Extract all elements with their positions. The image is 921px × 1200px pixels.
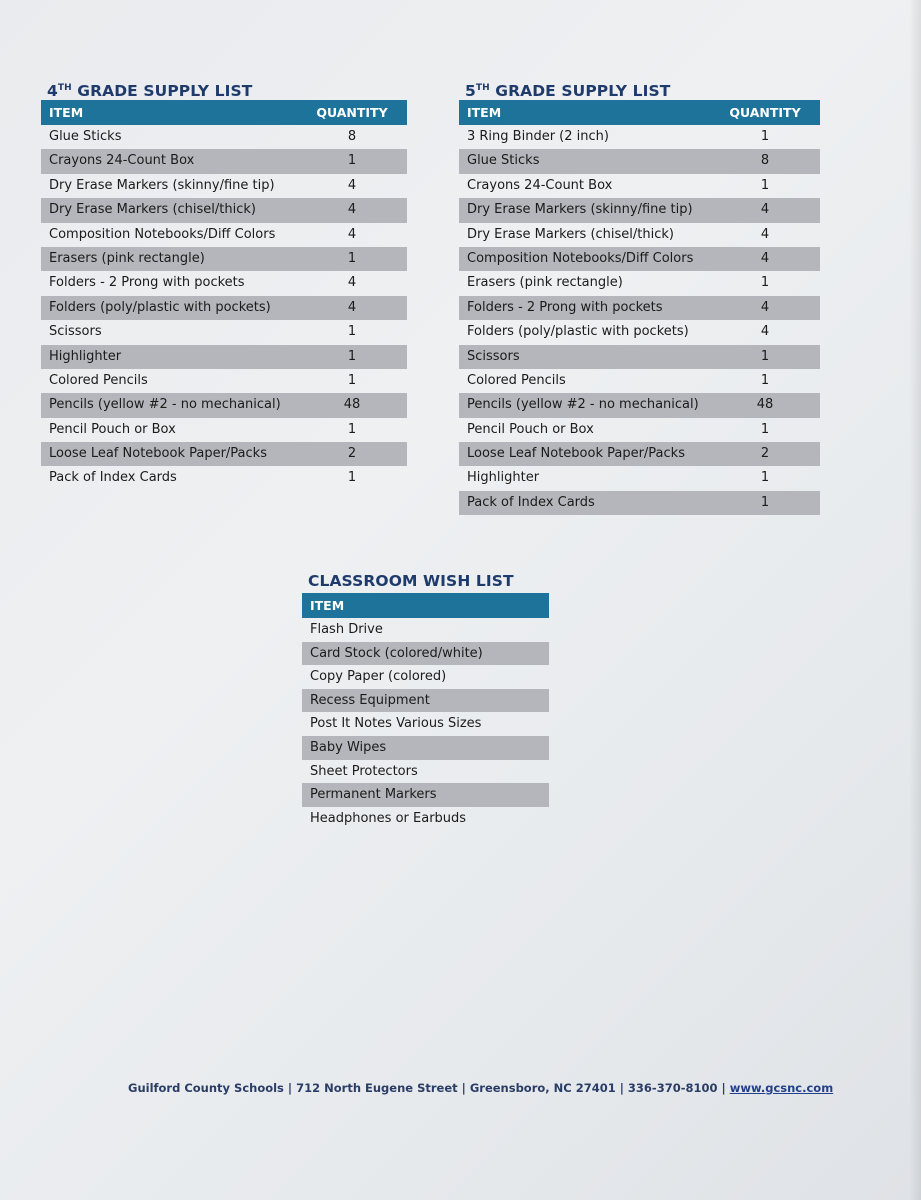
row-item-name: Pack of Index Cards — [467, 494, 595, 510]
table-row — [41, 393, 407, 417]
row-quantity: 1 — [760, 177, 770, 193]
grade4-table-body — [41, 125, 407, 491]
table-row — [459, 125, 820, 149]
table-row — [459, 296, 820, 320]
row-item-name: Loose Leaf Notebook Paper/Packs — [49, 446, 267, 462]
table-row — [459, 393, 820, 417]
table-row — [459, 466, 820, 490]
table-row — [302, 760, 549, 784]
row-item-name: Erasers (pink rectangle) — [49, 250, 205, 266]
row-item-name: Headphones or Earbuds — [310, 810, 467, 826]
grade5-header-item: ITEM — [467, 105, 502, 120]
row-quantity: 1 — [347, 421, 357, 437]
classroom-wish-list — [302, 570, 549, 830]
table-row — [302, 689, 549, 713]
table-row — [459, 320, 820, 344]
table-row — [41, 247, 407, 271]
grade5-title: 5TH GRADE SUPPLY LIST — [465, 82, 671, 100]
table-row — [41, 125, 407, 149]
footer-address: Guilford County Schools | 712 North Eugene Street | Greensboro, NC 27401 | 336-370-8100 | — [128, 1081, 730, 1095]
row-quantity: 4 — [760, 202, 770, 218]
row-item-name: Colored Pencils — [467, 372, 566, 388]
grade5-table-header — [459, 100, 820, 125]
row-item-name: Scissors — [467, 348, 520, 364]
row-quantity: 4 — [347, 202, 357, 218]
row-item-name: Dry Erase Markers (skinny/fine tip) — [49, 177, 275, 193]
table-row — [41, 198, 407, 222]
grade5-supply-list — [459, 77, 820, 515]
table-row — [41, 174, 407, 198]
wishlist-title: CLASSROOM WISH LIST — [308, 572, 514, 590]
row-item-name: Folders - 2 Prong with pockets — [467, 299, 663, 315]
row-quantity: 1 — [760, 348, 770, 364]
table-row — [302, 618, 549, 642]
row-quantity: 48 — [343, 397, 361, 413]
row-item-name: Baby Wipes — [310, 739, 387, 755]
row-item-name: Folders (poly/plastic with pockets) — [49, 299, 271, 315]
table-row — [459, 491, 820, 515]
row-item-name: Dry Erase Markers (chisel/thick) — [49, 202, 256, 218]
table-row — [41, 369, 407, 393]
table-row — [302, 665, 549, 689]
grade5-table-body — [459, 125, 820, 515]
row-item-name: Pencil Pouch or Box — [49, 421, 176, 437]
row-item-name: Pencil Pouch or Box — [467, 421, 594, 437]
row-quantity: 4 — [760, 299, 770, 315]
row-item-name: Highlighter — [49, 348, 122, 364]
row-quantity: 1 — [760, 129, 770, 144]
page-edge-shadow — [909, 0, 921, 1200]
row-quantity: 4 — [347, 226, 357, 242]
row-item-name: Crayons 24-Count Box — [467, 177, 613, 193]
row-quantity: 8 — [347, 129, 357, 144]
row-item-name: Scissors — [49, 324, 102, 340]
row-quantity: 4 — [760, 226, 770, 242]
table-row — [459, 198, 820, 222]
row-quantity: 1 — [347, 348, 357, 364]
row-quantity: 4 — [347, 275, 357, 291]
footer-contact — [128, 1081, 833, 1095]
row-quantity: 1 — [347, 153, 357, 169]
table-row — [459, 345, 820, 369]
row-quantity: 2 — [347, 446, 357, 462]
row-quantity: 1 — [347, 372, 357, 388]
row-item-name: Sheet Protectors — [310, 763, 418, 779]
table-row — [41, 271, 407, 295]
row-item-name: Pencils (yellow #2 - no mechanical) — [467, 397, 699, 413]
row-quantity: 1 — [760, 372, 770, 388]
row-quantity: 2 — [760, 446, 770, 462]
row-quantity: 1 — [760, 470, 770, 486]
website-link[interactable]: www.gcsnc.com — [729, 1081, 834, 1095]
row-item-name: Permanent Markers — [310, 787, 437, 803]
row-item-name: Copy Paper (colored) — [310, 669, 447, 685]
row-item-name: Post It Notes Various Sizes — [310, 716, 482, 732]
grade4-title: 4TH GRADE SUPPLY LIST — [47, 82, 253, 100]
row-item-name: Loose Leaf Notebook Paper/Packs — [467, 446, 685, 462]
table-row — [41, 345, 407, 369]
table-row — [302, 642, 549, 666]
table-row — [459, 369, 820, 393]
table-row — [459, 174, 820, 198]
grade5-header-quantity: QUANTITY — [729, 105, 801, 120]
table-row — [302, 783, 549, 807]
table-row — [459, 149, 820, 173]
row-quantity: 1 — [760, 275, 770, 291]
row-item-name: Folders (poly/plastic with pockets) — [467, 324, 689, 340]
row-item-name: Recess Equipment — [310, 692, 430, 708]
row-item-name: Composition Notebooks/Diff Colors — [467, 250, 694, 266]
row-quantity: 1 — [760, 421, 770, 437]
row-item-name: Composition Notebooks/Diff Colors — [49, 226, 276, 242]
table-row — [41, 320, 407, 344]
row-quantity: 4 — [760, 324, 770, 340]
row-item-name: Crayons 24-Count Box — [49, 153, 195, 169]
table-row — [459, 271, 820, 295]
row-item-name: Highlighter — [467, 470, 540, 486]
table-row — [41, 149, 407, 173]
row-quantity: 1 — [347, 250, 357, 266]
grade4-header-item: ITEM — [49, 105, 84, 120]
wishlist-table-body — [302, 618, 549, 830]
table-row — [459, 247, 820, 271]
row-quantity: 48 — [756, 397, 774, 413]
row-item-name: Glue Sticks — [467, 153, 540, 169]
row-item-name: Pack of Index Cards — [49, 470, 177, 486]
grade4-header-quantity: QUANTITY — [316, 105, 388, 120]
row-item-name: Flash Drive — [310, 622, 383, 637]
row-item-name: Dry Erase Markers (skinny/fine tip) — [467, 202, 693, 218]
table-row — [459, 442, 820, 466]
row-item-name: Card Stock (colored/white) — [310, 645, 483, 661]
row-quantity: 8 — [760, 153, 770, 169]
grade4-supply-list — [41, 77, 407, 491]
grade4-table-header — [41, 100, 407, 125]
table-row — [41, 466, 407, 490]
table-row — [459, 418, 820, 442]
row-quantity: 4 — [347, 299, 357, 315]
row-item-name: Dry Erase Markers (chisel/thick) — [467, 226, 674, 242]
row-item-name: Glue Sticks — [49, 129, 122, 144]
row-quantity: 4 — [760, 250, 770, 266]
row-quantity: 1 — [760, 494, 770, 510]
table-row — [459, 223, 820, 247]
table-row — [41, 418, 407, 442]
row-quantity: 1 — [347, 324, 357, 340]
table-row — [302, 736, 549, 760]
row-item-name: Folders - 2 Prong with pockets — [49, 275, 245, 291]
table-row — [302, 712, 549, 736]
wishlist-header-item: ITEM — [310, 598, 345, 613]
row-quantity: 1 — [347, 470, 357, 486]
wishlist-table-header — [302, 593, 549, 618]
table-row — [41, 296, 407, 320]
row-item-name: Colored Pencils — [49, 372, 148, 388]
table-row — [41, 442, 407, 466]
row-item-name: Pencils (yellow #2 - no mechanical) — [49, 397, 281, 413]
row-item-name: 3 Ring Binder (2 inch) — [467, 129, 609, 144]
row-quantity: 4 — [347, 177, 357, 193]
table-row — [302, 807, 549, 831]
table-row — [41, 223, 407, 247]
row-item-name: Erasers (pink rectangle) — [467, 275, 623, 291]
